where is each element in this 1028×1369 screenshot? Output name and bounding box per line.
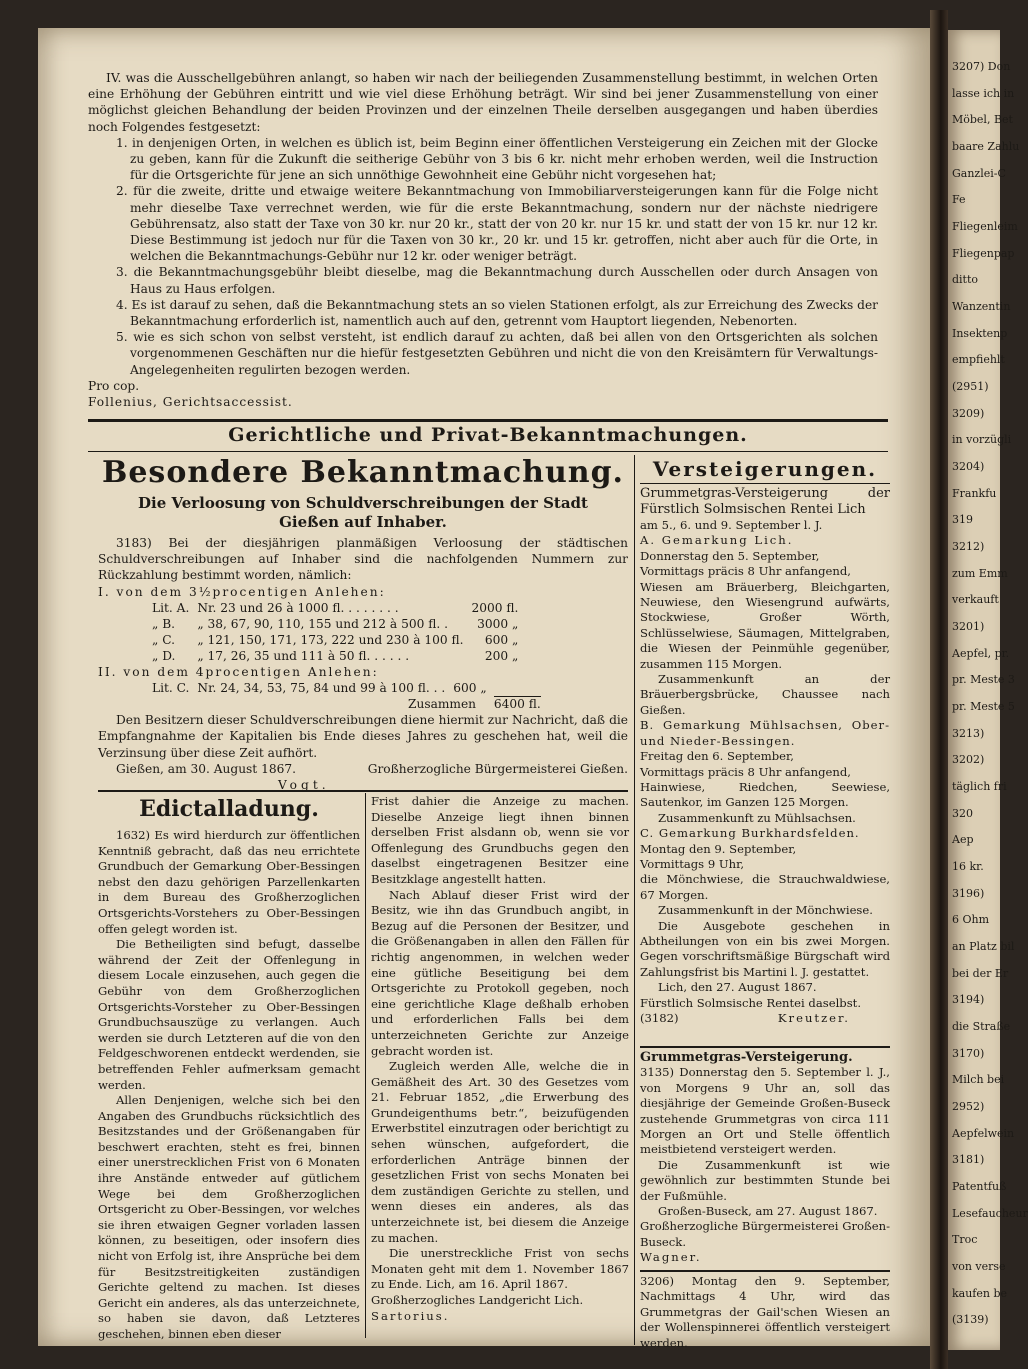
lot-numbers: „ 121, 150, 171, 173, 222 und 230 à 100 fl. [197, 632, 464, 647]
lot-lit: „ B. [152, 616, 176, 631]
notice-2-signer: Wagner. [640, 1250, 702, 1265]
facing-page-text: 3209) [952, 407, 985, 420]
edictal-authority: Großherzogliches Landgericht Lich. [371, 1293, 584, 1307]
edictal-p2: Die Betheiligten sind befugt, dasselbe während der Zeit der Offenlegung in diesem Locale einzusehen, auch gegen die Gebühr von dem Großherzoglichen Ortsgerichts-Vorsteher zu Ober-Bessingen Grundbuchsauszüge zu verlangen. Auch werden sie durch Letzteren auf die von den Feldgeschworenen entdeckt werdenden, sie betreffenden Fehler aufmerksam gemacht werden. [98, 937, 360, 1092]
lot-row [148, 600, 522, 616]
facing-page-text: 3212) [952, 540, 985, 553]
notice-2-place-date: Großen-Buseck, am 27. August 1867. [658, 1204, 878, 1219]
gemarkung-a: A. Gemarkung Lich. [640, 533, 794, 548]
facing-page-text: verkauft [952, 593, 999, 606]
facing-page-text: 320 [952, 807, 973, 820]
lot-sum: 3000 „ [477, 616, 519, 631]
notice-2-authority: Großherzogliche Bürgermeisterei Großen-Buseck. [640, 1219, 890, 1249]
book-spine [930, 10, 948, 1369]
anlehen-heading-2: II. von dem 4procentigen Anlehen: [98, 664, 379, 679]
versteigerungen-rule [640, 483, 890, 484]
facing-page-text: lasse ich in [952, 87, 1015, 100]
facing-page-text: (2951) [952, 380, 989, 393]
facing-page-text: an Platz bil [952, 940, 1015, 953]
facing-page-text: pr. Meste 5 [952, 700, 1015, 713]
notice-2-heading: Grummetgras-Versteigerung. [640, 1050, 853, 1065]
facing-page-text: 6 Ohm [952, 913, 990, 926]
gemarkung-c-text: die Mönchwiese, die Strauchwaldwiese, 67 Morgen. [640, 872, 890, 902]
gemarkung-a-day: Donnerstag den 5. September, [640, 548, 820, 563]
facing-page-text: von verse [952, 1260, 1006, 1273]
edictal-p6: Zugleich werden Alle, welche die in Gemäßheit des Art. 30 des Gesetzes vom 21. Februar 1852, „die Erwerbung des Grundeigenthums betr.“, beizufügenden Erwerbstitel einzutragen oder berichtigt zu sehen wünschen, aufgefordert, die erforderlichen Anträge binnen der gesetzlichen Frist von sechs Monaten bei dem zuständigen Gerichte zu stellen, und wenn dieses ein anderes, als das unterzeichnete ist, bei diesem die Anzeige zu machen. [371, 1059, 629, 1245]
notice-1 [640, 486, 890, 1026]
signature: Follenius, Gerichtsaccessist. [88, 395, 293, 410]
lot-row [148, 648, 522, 664]
column-divider [634, 455, 635, 1345]
notice-2-rule [640, 1046, 890, 1048]
gemarkung-c-day: Montag den 9. September, [640, 841, 797, 856]
lot-lit: „ C. [152, 632, 175, 647]
facing-page-fragment [948, 30, 1028, 1350]
gemarkung-a-text: Wiesen am Bräuerberg, Bleichgarten, Neuwiese, den Wiesengrund aufwärts, Stockwiese, Großer Wörth, Schlüsselwiese, Säumagen, Mittelgraben, die Wiesen der Peinmühle gegenüber, zusammen 115 Morgen. [640, 579, 890, 671]
lot-lit: Lit. A. [152, 600, 190, 615]
pro-cop: Pro cop. [88, 378, 140, 393]
gemarkung-b-time: Vormittags präcis 8 Uhr anfangend, [640, 764, 851, 779]
facing-page-text: 3170) [952, 1047, 985, 1060]
total-label: Zusammen [408, 697, 477, 712]
facing-page-text: 319 [952, 513, 973, 526]
facing-page-text: Wanzentin [952, 300, 1011, 313]
facing-page-text: Insektenp [952, 327, 1008, 340]
edictal-p7: Die unerstreckliche Frist von sechs Monaten geht mit dem 1. November 1867 zu Ende. Lich, am 16. April 1867. [371, 1246, 629, 1292]
notice-3 [640, 1274, 890, 1351]
total-line [98, 696, 628, 712]
facing-page-text: 2952) [952, 1100, 985, 1113]
edictal-col1 [98, 828, 360, 1343]
facing-page-text: 3204) [952, 460, 985, 473]
item-1: 1. in denjenigen Orten, in welchen es üblich ist, beim Beginn einer öffentlichen Versteigerung ein Zeichen mit der Glocke zu geben, kann für die Zukunft die seitherige Gebühr von 3 bis 6 kr. nicht mehr erhoben werden, weil die Instruction für die Ortsgerichte für jene an sich unnöthige Gewohnheit eine Gebühr nicht vorgesehen hat; [116, 135, 878, 183]
lot-row [148, 632, 522, 648]
facing-page-text: Milch bei [952, 1073, 1005, 1086]
lot-row [148, 616, 522, 632]
notice-2 [640, 1050, 890, 1266]
section-rule-bottom [88, 451, 888, 452]
besondere-title: Besondere Bekanntmachung. [101, 455, 624, 490]
notice-1-place-date: Lich, den 27. August 1867. [658, 980, 817, 995]
signer: Vogt. [278, 778, 330, 793]
edictal-p1: 1632) Es wird hierdurch zur öffentlichen Kenntniß gebracht, daß das neu errichtete Grundbuch der Gemarkung Ober-Bessingen nebst den dazu gehörigen Parzellenkarten in dem Bureau des Großherzoglichen Ortsgerichts-Vorstehers zu Ober-Bessingen offen gelegt worden ist. [98, 828, 360, 936]
versteigerungen-title: Versteigerungen. [652, 457, 878, 481]
gemarkung-a-meet: Zusammenkunft an der Bräuerbergsbrücke, Chaussee nach Gießen. [640, 672, 890, 717]
lot-sum: 600 „ [484, 632, 519, 647]
facing-page-text: baare Zahlu [952, 140, 1020, 153]
facing-page-text: 3213) [952, 727, 985, 740]
item-5: 5. wie es sich schon von selbst versteht, ist endlich darauf zu achten, daß bei allen von den Ortsgerichten als solchen vorgenommenen Geschäften nur die hiefür festgesetzten Gebühren und nicht die von den Kreisämtern für Verwaltungs-Angelegenheiten regulirten bezogen werden. [116, 330, 878, 377]
anlehen-heading-1: I. von dem 3½procentigen Anlehen: [98, 584, 386, 599]
facing-page-text: empfiehlt [952, 353, 1005, 366]
edictal-col2 [371, 794, 629, 1324]
besondere-footer [98, 761, 628, 777]
gemarkung-c: C. Gemarkung Burkhardsfelden. [640, 826, 860, 841]
facing-page-text: Frankfu [952, 487, 997, 500]
notice-2-text: 3135) Donnerstag den 5. September l. J., von Morgens 9 Uhr an, soll das diesjährige der Gemeinde Großen-Buseck zustehende Grummetgras von circa 111 Morgen an Ort und Stelle öffentlich meistbietend versteigert werden. [640, 1065, 890, 1157]
notice-1-footer [640, 1011, 890, 1026]
item-2: 2. für die zweite, dritte und etwaige weitere Bekanntmachung von Immobiliarversteigerungen kann für die Folge nicht mehr dieselbe Taxe verrechnet werden, wie für die erste Bekanntmachung, sondern nur der nächste niedrigere Gebührensatz, also statt der Taxe von 30 kr. nur 20 kr., statt der von 20 kr. nur 15 kr. und statt der von 15 kr. nur 12 kr. Diese Bestimmung ist jedoch nur für die Taxen von 30 kr., 20 kr. und 15 kr. getroffen, nicht aber auch für die Orte, in welchen die Bekanntmachungs-Gebühr nur 12 kr. oder weniger beträgt. [116, 184, 878, 264]
notice-2-meet: Die Zusammenkunft ist wie gewöhnlich zur bestimmten Stunde bei der Fußmühle. [640, 1157, 890, 1203]
lot-sum: 200 „ [484, 648, 519, 663]
lot-numbers: Nr. 23 und 26 à 1000 fl. . . . . . . . [197, 600, 399, 615]
gemarkung-c-meet: Zusammenkunft in der Mönchwiese. [658, 903, 873, 918]
lot-numbers: Nr. 24, 34, 53, 75, 84 und 99 à 100 fl. . . [197, 681, 446, 696]
facing-page-text: 3181) [952, 1153, 985, 1166]
lot-sum: 600 „ [453, 681, 487, 696]
lot-numbers: „ 17, 26, 35 und 111 à 50 fl. . . . . . [197, 648, 410, 663]
edictal-p3: Allen Denjenigen, welche sich bei den Angaben des Grundbuchs rücksichtlich des Besitzstandes und der Größenangaben für beschwert erachten, steht es frei, binnen einer unerstrecklichen Frist von 6 Monaten ihre Anstände entweder auf gütlichem Wege bei dem Großherzoglichen Ortsgericht zu Ober-Bessingen, vor welches sie ihren etwaigen Gegner vorladen lassen können, zu beseitigen, oder insofern dies nicht von Erfolg ist, ihre Ansprüche bei dem für Besitzstreitigkeiten zuständigen Gerichte geltend zu machen. Ist dieses Gericht ein anderes, als das unterzeichnete, so haben sie davon, daß Letzteres geschehen, binnen eben dieser [98, 1093, 360, 1341]
gemarkung-a-time: Vormittags präcis 8 Uhr anfangend, [640, 564, 851, 579]
facing-page-text: 16 kr. [952, 860, 984, 873]
newspaper-page [38, 28, 930, 1350]
facing-page-text: 3207) Don [952, 60, 1011, 73]
edictal-p4: Frist dahier die Anzeige zu machen. Dieselbe Anzeige liegt ihnen binnen derselben Frist alsdann ob, wenn sie vor Offenlegung des Grundbuchs gegen den daselbst eingetragenen Besitzer eine Besitzklage angestellt hatten. [371, 794, 629, 886]
facing-page-text: pr. Meste 3 [952, 673, 1015, 686]
gemarkung-b-text: Hainwiese, Riedchen, Seewiese, Sautenkor, im Ganzen 125 Morgen. [640, 779, 890, 810]
place-date: Gießen, am 30. August 1867. [116, 761, 296, 776]
facing-page-text: Fe [952, 193, 966, 206]
lot-lit: Lit. C. [152, 681, 190, 696]
facing-page-text: Ganzlei-C [952, 167, 1006, 180]
notice-1-authority: Fürstlich Solmsische Rentei daselbst. [640, 995, 862, 1010]
notice-1-heading: Grummetgras-Versteigerung der Fürstlich Solmsischen Rentei Lich [640, 486, 890, 517]
gemarkung-b-day: Freitag den 6. September, [640, 749, 794, 764]
facing-page-text: in vorzügli [952, 433, 1012, 446]
notice-1-dates: am 5., 6. und 9. September l. J. [640, 518, 823, 532]
lot-lit: „ D. [152, 648, 176, 663]
gemarkung-b-meet: Zusammenkunft zu Mühlsachsen. [658, 810, 856, 825]
gemarkung-b: B. Gemarkung Mühlsachsen, Ober- und Nieder-Bessingen. [640, 718, 890, 748]
facing-page-text: Aepfelwein [952, 1127, 1015, 1140]
section-header: Gerichtliche und Privat-Bekanntmachungen. [228, 424, 748, 446]
notice-1-ref: (3182) [640, 1011, 679, 1025]
edictal-rule-top [98, 790, 628, 792]
facing-page-text: bei der Er [952, 967, 1009, 980]
lot-numbers: „ 38, 67, 90, 110, 155 und 212 à 500 fl. . [197, 616, 448, 631]
lots-table-1 [148, 600, 522, 664]
section-rule-top [88, 419, 888, 422]
notice-3-text: 3206) Montag den 9. September, Nachmittags 4 Uhr, wird das Grummetgras der Gail'schen Wiesen an der Wollenspinnerei öffentlich versteigert werden. [640, 1274, 890, 1350]
facing-page-text: die Straße [952, 1020, 1011, 1033]
ausschell-section [88, 70, 878, 410]
facing-page-text: Aep [952, 833, 974, 846]
besondere-intro: 3183) Bei der diesjährigen planmäßigen Verloosung der städtischen Schuldverschreibungen auf Inhaber sind die nachfolgenden Nummern zur Rückzahlung bestimmt worden, nämlich: [98, 536, 628, 583]
edictal-title: Edictalladung. [139, 796, 319, 822]
total-value: 6400 fl. [493, 697, 541, 712]
facing-page-text: Patentfuß [952, 1180, 1007, 1193]
besondere-subtitle: Die Verloosung von Schuldverschreibungen der Stadt Gießen auf Inhaber. [138, 494, 588, 531]
lot-sum: 2000 fl. [471, 600, 519, 615]
facing-page-text: Möbel, Bet [952, 113, 1013, 126]
edictal-p5: Nach Ablauf dieser Frist wird der Besitz, wie ihn das Grundbuch angibt, in Bezug auf die Personen der Besitzer, und die Größenangaben in allen den Fällen für richtig angenommen, in welchen weder eine gütliche Beseitigung bei dem Ortsgerichte zu Protokoll gegeben, noch eine gerichtliche Klage deßhalb erhoben und erforderlichen Falls bei dem unterzeichneten Gerichte zur Anzeige gebracht worden ist. [371, 887, 629, 1058]
facing-page-text: Lesefaucheur [952, 1207, 1028, 1220]
facing-page-text: kaufen be [952, 1287, 1008, 1300]
besondere-body [98, 535, 628, 793]
facing-page-text: 3201) [952, 620, 985, 633]
lot-row [148, 680, 491, 696]
item-3: 3. die Bekanntmachungsgebühr bleibt dieselbe, mag die Bekanntmachung durch Ausschellen oder durch Ansagen von Haus zu Haus erfolgen. [116, 265, 878, 296]
intro-paragraph: IV. was die Ausschellgebühren anlangt, so haben wir nach der beiliegenden Zusammenstellung bestimmt, in welchen Orten eine Erhöhung der Gebühren eintritt und wie viel diese Erhöhung beträgt. Wir sind bei jener Zusammenstellung von einer möglichst gleichen Behandlung der beiden Provinzen und der einzelnen Theile derselben ausgegangen und haben überdies noch Folgendes festgesetzt: [88, 71, 878, 134]
notice-1-signer: Kreutzer. [777, 1011, 850, 1025]
item-4: 4. Es ist darauf zu sehen, daß die Bekanntmachung stets an so vielen Stationen erfolgt, als zur Erreichung des Zwecks der Bekanntmachung erforderlich ist, namentlich auch auf den, getrennt vom Hauptort liegenden, Nebenorten. [116, 297, 878, 329]
facing-page-text: Fliegenleim [952, 220, 1018, 233]
facing-page-text: Aepfel, pr. [952, 647, 1010, 660]
gemarkung-c-time: Vormittags 9 Uhr, [640, 856, 745, 871]
facing-page-text: zum Emm [952, 567, 1008, 580]
facing-page-text: 3196) [952, 887, 985, 900]
notice-3-rule [640, 1270, 890, 1272]
facing-page-text: 3202) [952, 753, 985, 766]
facing-page-text: Fliegenpap [952, 247, 1015, 260]
facing-page-text: täglich fri [952, 780, 1007, 793]
facing-page-text: 3194) [952, 993, 985, 1006]
besondere-body-text: Den Besitzern dieser Schuldverschreibungen diene hiermit zur Nachricht, daß die Empfangnahme der Kapitalien bis Ende dieses Jahres zu geschehen hat, weil die Verzinsung über diese Zeit aufhört. [98, 713, 628, 760]
facing-page-text: Troc [952, 1233, 978, 1246]
notice-1-closing: Die Ausgebote geschehen in Abtheilungen von ein bis zwei Morgen. Gegen vorschriftsmäßige Bürgschaft wird Zahlungsfrist bis Martini l. J. gestattet. [640, 918, 890, 979]
lots-table-2 [148, 680, 491, 696]
edictal-signer: Sartorius. [371, 1308, 450, 1323]
facing-page-text: ditto [952, 273, 979, 286]
facing-page-text: (3139) [952, 1313, 989, 1326]
edictal-divider [365, 793, 366, 1338]
authority: Großherzogliche Bürgermeisterei Gießen. [367, 761, 628, 776]
